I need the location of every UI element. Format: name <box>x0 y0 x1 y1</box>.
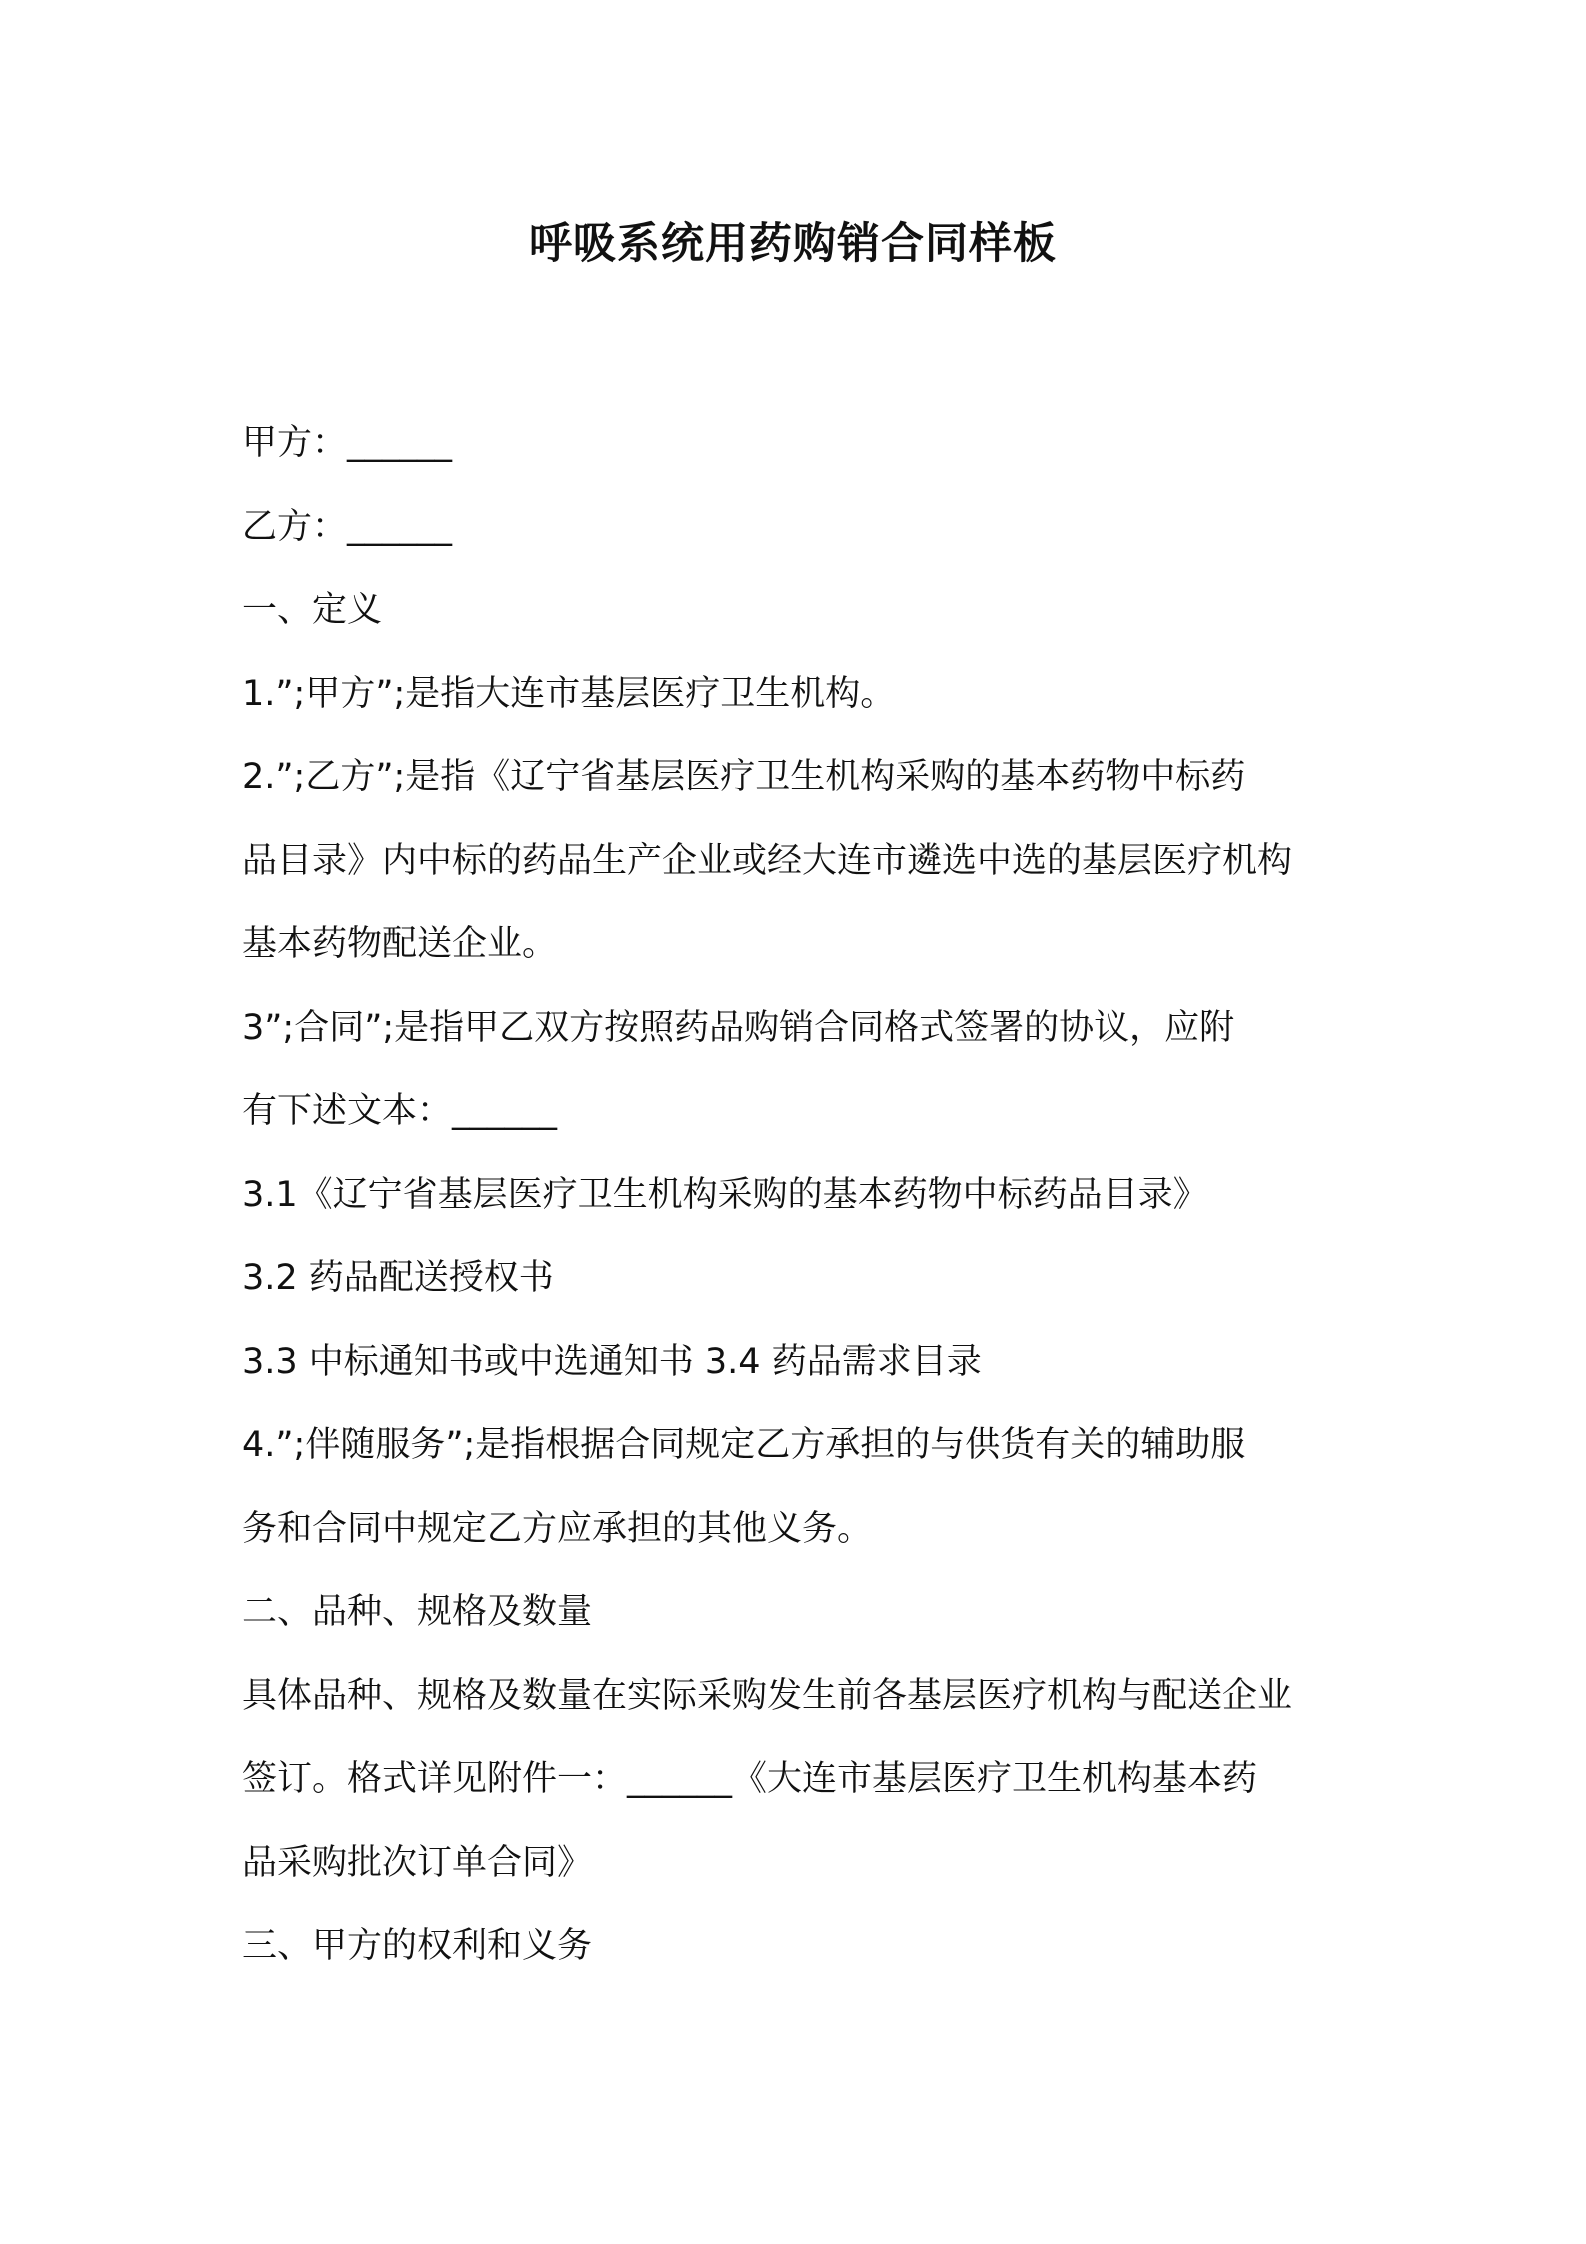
definition-4-line-1: 4.”;伴随服务”;是指根据合同规定乙方承担的与供货有关的辅助服 <box>242 1425 1246 1465</box>
varieties-paragraph-line-3: 品采购批次订单合同》 <box>242 1842 593 1883</box>
definition-2-line-3: 基本药物配送企业。 <box>242 924 558 964</box>
definition-4-line-2: 务和合同中规定乙方应承担的其他义务。 <box>242 1508 873 1549</box>
definition-2-line-1: 2.”;乙方”;是指《辽宁省基层医疗卫生机构采购的基本药物中标药 <box>242 757 1246 797</box>
definition-3-line-1: 3”;合同”;是指甲乙双方按照药品购销合同格式签署的协议，应附 <box>242 1007 1235 1048</box>
varieties-paragraph-line-2: 签订。格式详见附件一：______《大连市基层医疗卫生机构基本药 <box>242 1759 1258 1799</box>
section-heading-party-a-rights: 三、甲方的权利和义务 <box>242 1926 593 1966</box>
document-body <box>242 402 1362 1989</box>
varieties-paragraph-line-1: 具体品种、规格及数量在实际采购发生前各基层医疗机构与配送企业 <box>242 1675 1293 1716</box>
party-b-line: 乙方：______ <box>242 506 453 547</box>
party-a-line: 甲方：______ <box>242 423 453 463</box>
document-title: 呼吸系统用药购销合同样板 <box>529 219 1057 269</box>
definition-3-1: 3.1《辽宁省基层医疗卫生机构采购的基本药物中标药品目录》 <box>242 1174 1208 1215</box>
section-heading-varieties: 二、品种、规格及数量 <box>242 1592 593 1632</box>
section-heading-definitions: 一、定义 <box>242 590 383 630</box>
definition-2-line-2: 品目录》内中标的药品生产企业或经大连市遴选中选的基层医疗机构 <box>242 840 1293 881</box>
definition-3-3-3-4: 3.3 中标通知书或中选通知书 3.4 药品需求目录 <box>242 1341 982 1382</box>
definition-3-line-2: 有下述文本：______ <box>242 1091 558 1131</box>
definition-1: 1.”;甲方”;是指大连市基层医疗卫生机构。 <box>242 673 896 714</box>
definition-3-2: 3.2 药品配送授权书 <box>242 1258 554 1298</box>
